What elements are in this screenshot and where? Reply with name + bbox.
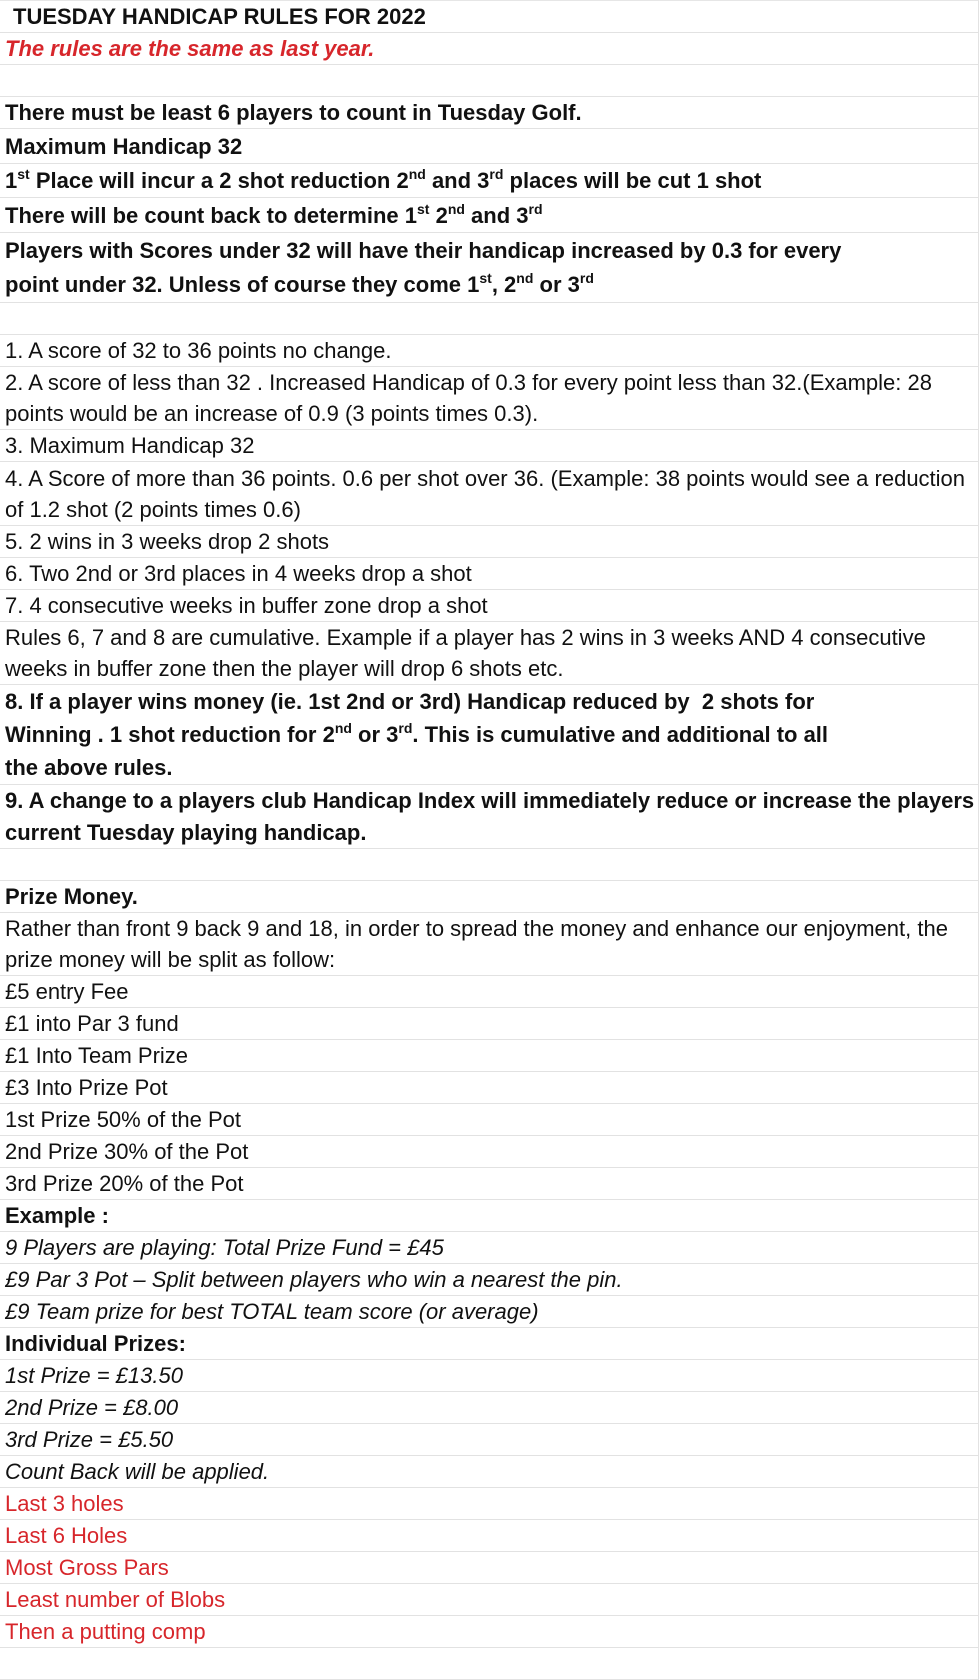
prize-money-intro [0,913,978,976]
cumulative-note-text: Rules 6, 7 and 8 are cumulative. Example if a player has 2 wins in 3 weeks AND 4 consecutive weeks in buffer zone then the player will drop 6 shots etc. [5,625,932,681]
rule-8-text: 8. If a player wins money (ie. 1st 2nd or 3rd) Handicap reduced by 2 shots for Winning . 1 shot reduction for 2nd or 3rd. This is cumulative and additional to all the above rules. [5,689,829,780]
subtitle-text: The rules are the same as last year. [5,36,375,61]
rule-2 [0,367,978,430]
prize-item [0,1168,978,1200]
prize-item [0,976,978,1008]
document-title [0,1,978,33]
title-text: TUESDAY HANDICAP RULES FOR 2022 [13,4,426,29]
rule-1-text: 1. A score of 32 to 36 points no change. [5,338,392,363]
example-line-text: 9 Players are playing: Total Prize Fund = £45 [5,1235,444,1260]
rule-6 [0,558,978,590]
rule-min-players [0,97,978,129]
rule-9-text: 9. A change to a players club Handicap Index will immediately reduce or increase the players current Tuesday playing handicap. [5,787,980,845]
individual-prize-line [0,1360,978,1392]
prize-item-text: 2nd Prize 30% of the Pot [5,1139,249,1164]
countback-item [0,1616,978,1648]
count-back-text: There will be count back to determine 1st 2nd and 3rd [5,200,543,228]
countback-item-text: Then a putting comp [5,1619,206,1644]
subtitle-row [0,33,978,65]
rule-4-text: 4. A Score of more than 36 points. 0.6 per shot over 36. (Example: 38 points would see a reduction of 1.2 shot (2 points times 0.6) [5,465,972,522]
rule-6-text: 6. Two 2nd or 3rd places in 4 weeks drop a shot [5,561,472,586]
empty-row [0,303,978,335]
rule-3-text: 3. Maximum Handicap 32 [5,433,255,458]
prize-item [0,1008,978,1040]
countback-item [0,1584,978,1616]
countback-item [0,1520,978,1552]
prize-item-text: £5 entry Fee [5,979,129,1004]
rule-max-handicap [0,129,978,164]
prize-item-text: 1st Prize 50% of the Pot [5,1107,242,1132]
prize-money-heading-text: Prize Money. [5,884,138,909]
rule-8 [0,685,978,785]
rule-7 [0,590,978,622]
prize-item [0,1040,978,1072]
prize-item [0,1104,978,1136]
prize-money-intro-text: Rather than front 9 back 9 and 18, in order to spread the money and enhance our enjoyment, the prize money will be split as follow: [5,916,955,972]
countback-item-text: Most Gross Pars [5,1555,169,1580]
rule-7-text: 7. 4 consecutive weeks in buffer zone drop a shot [5,593,488,618]
prize-money-heading [0,881,978,913]
countback-item [0,1552,978,1584]
example-heading-text: Example : [5,1203,109,1228]
rule-count-back [0,198,978,233]
countback-item-text: Least number of Blobs [5,1587,226,1612]
prize-item-text: 3rd Prize 20% of the Pot [5,1171,244,1196]
individual-prizes-heading-text: Individual Prizes: [5,1331,186,1356]
prize-item [0,1136,978,1168]
rule-5 [0,526,978,558]
example-line [0,1296,978,1328]
prize-item [0,1072,978,1104]
example-heading [0,1200,978,1232]
individual-prize-line [0,1392,978,1424]
prize-item-text: £3 Into Prize Pot [5,1075,168,1100]
example-line [0,1264,978,1296]
individual-prize-text: 2nd Prize = £8.00 [5,1395,179,1420]
under-32-text: Players with Scores under 32 will have their handicap increased by 0.3 for every point under 32. Unless of course they come 1st, 2nd or 3rd [5,237,842,297]
example-line [0,1232,978,1264]
empty-row [0,1648,978,1680]
rule-1 [0,335,978,367]
individual-prize-text: 1st Prize = £13.50 [5,1363,183,1388]
cumulative-note [0,622,978,685]
prize-item-text: £1 into Par 3 fund [5,1011,179,1036]
example-line-text: £9 Par 3 Pot – Split between players who win a nearest the pin. [5,1267,623,1292]
individual-prize-line [0,1456,978,1488]
rule-5-text: 5. 2 wins in 3 weeks drop 2 shots [5,529,330,554]
individual-prizes-heading [0,1328,978,1360]
empty-row [0,65,978,97]
individual-prize-text: 3rd Prize = £5.50 [5,1427,174,1452]
rule-9 [0,785,978,849]
rule-4 [0,462,978,526]
rule-2-text: 2. A score of less than 32 . Increased Handicap of 0.3 for every point less than 32.(Example: 28 points would be an increase of 0.9 (3 points times 0.3). [5,370,939,426]
individual-prize-text: Count Back will be applied. [5,1459,270,1484]
countback-item-text: Last 3 holes [5,1491,124,1516]
empty-row [0,849,978,881]
countback-item [0,1488,978,1520]
prize-item-text: £1 Into Team Prize [5,1043,189,1068]
rule-under-32 [0,233,978,303]
individual-prize-line [0,1424,978,1456]
max-handicap-text: Maximum Handicap 32 [5,133,243,159]
rule-3 [0,430,978,462]
example-line-text: £9 Team prize for best TOTAL team score (or average) [5,1299,539,1324]
place-reduction-text: 1st Place will incur a 2 shot reduction 2nd and 3rd places will be cut 1 shot [5,166,762,193]
min-players-text: There must be least 6 players to count in Tuesday Golf. [5,100,582,125]
rule-place-reduction [0,164,978,198]
countback-item-text: Last 6 Holes [5,1523,128,1548]
